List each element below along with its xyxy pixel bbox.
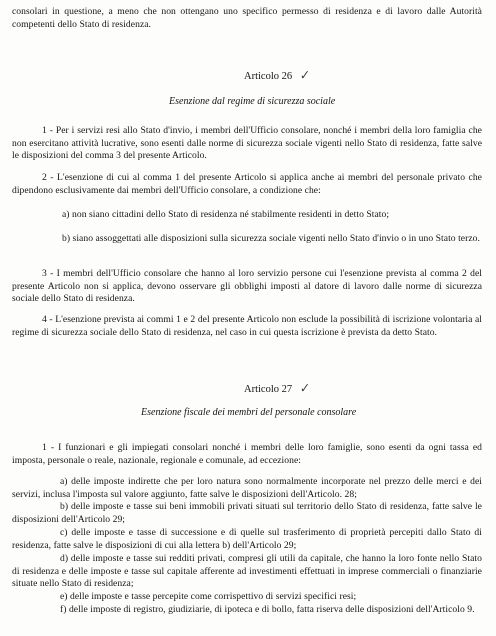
article-26-paragraph-1: 1 - Per i servizi resi allo Stato d'invio, i membri dell'Ufficio consolare, nonché i membri della loro famiglia che non esercitano attività lucrative, sono esenti dalle norme di sicurezza sociale vigenti nello Stato di residenza, fatte salve le disposizioni del comma 3 del presente Articolo.: [12, 125, 482, 162]
check-mark-icon: ✓: [299, 380, 311, 396]
article-27-heading: [244, 382, 310, 396]
intro-paragraph: consolari in questione, a meno che non ottengano uno specifico permesso di residenza e di lavoro dalle Autorità competenti dello Stato di residenza.: [12, 6, 482, 30]
article-26-subtitle: Esenzione dal regime di sicurezza sociale: [169, 96, 336, 107]
article-26-item-b: b) siano assoggettati alle disposizioni sulla sicurezza sociale vigenti nello Stato d'invio o in uno Stato terzo.: [62, 233, 480, 244]
article-27-item-f: f) delle imposte di registro, giudiziarie, di ipoteca e di bollo, fatta riserva delle disposizioni dell'Articolo 9.: [60, 604, 475, 615]
article-26-title: Articolo 26: [244, 71, 293, 82]
check-mark-icon: ✓: [299, 67, 311, 83]
article-27-item-c: c) delle imposte e tasse di successione e di quelle sul trasferimento di proprietà percepiti dallo Stato di residenza, fatte salve le disposizioni di cui alla lettera b) dell'Articolo 29;: [12, 527, 482, 551]
article-27-item-d: d) delle imposte e tasse sui redditi privati, compresi gli utili da capitale, che hanno la loro fonte nello Stato di residenza e delle imposte e tasse sul capitale afferente ad investimenti effettuati in imprese commerciali o finanziarie situate nello Stato di residenza;: [12, 553, 482, 590]
article-26-heading: [244, 69, 310, 83]
article-27-paragraph-1: 1 - I funzionari e gli impiegati consolari nonché i membri delle loro famiglie, sono esenti da ogni tassa ed imposta, personale o reale, nazionale, regionale e comunale, ad eccezione:: [12, 442, 482, 466]
article-26-paragraph-2: 2 - L'esenzione di cui al comma 1 del presente Articolo si applica anche ai membri del personale privato che dipendono esclusivamente dai membri dell'Ufficio consolare, a condizione che:: [12, 172, 482, 196]
article-26-paragraph-3: 3 - I membri dell'Ufficio consolare che hanno al loro servizio persone cui l'esenzione prevista al comma 2 del presente Articolo non si applica, devono osservare gli obblighi imposti al datore di lavoro dalle norme di sicurezza sociale dello Stato di residenza.: [12, 268, 482, 305]
article-27-item-b: b) delle imposte e tasse sui beni immobili privati situati sul territorio dello Stato di residenza, fatte salve le disposizioni dell'Articolo 29;: [12, 501, 482, 525]
article-26-paragraph-4: 4 - L'esenzione prevista ai commi 1 e 2 del presente Articolo non esclude la possibilità di iscrizione volontaria al regime di sicurezza sociale dello Stato di residenza, nel caso in cui questa iscrizione è prevista da detto Stato.: [12, 314, 482, 338]
article-27-title: Articolo 27: [244, 384, 293, 395]
article-27-subtitle: Esenzione fiscale dei membri del personale consolare: [141, 407, 357, 418]
article-27-item-a: a) delle imposte indirette che per loro natura sono normalmente incorporate nel prezzo delle merci e dei servizi, inclusa l'imposta sul valore aggiunto, fatte salve le disposizioni dell'Articolo. 28;: [12, 476, 482, 500]
article-26-item-a: a) non siano cittadini dello Stato di residenza né stabilmente residenti in detto Stato;: [62, 209, 390, 220]
article-27-item-e: e) delle imposte e tasse percepite come corrispettivo di servizi specifici resi;: [60, 591, 357, 602]
